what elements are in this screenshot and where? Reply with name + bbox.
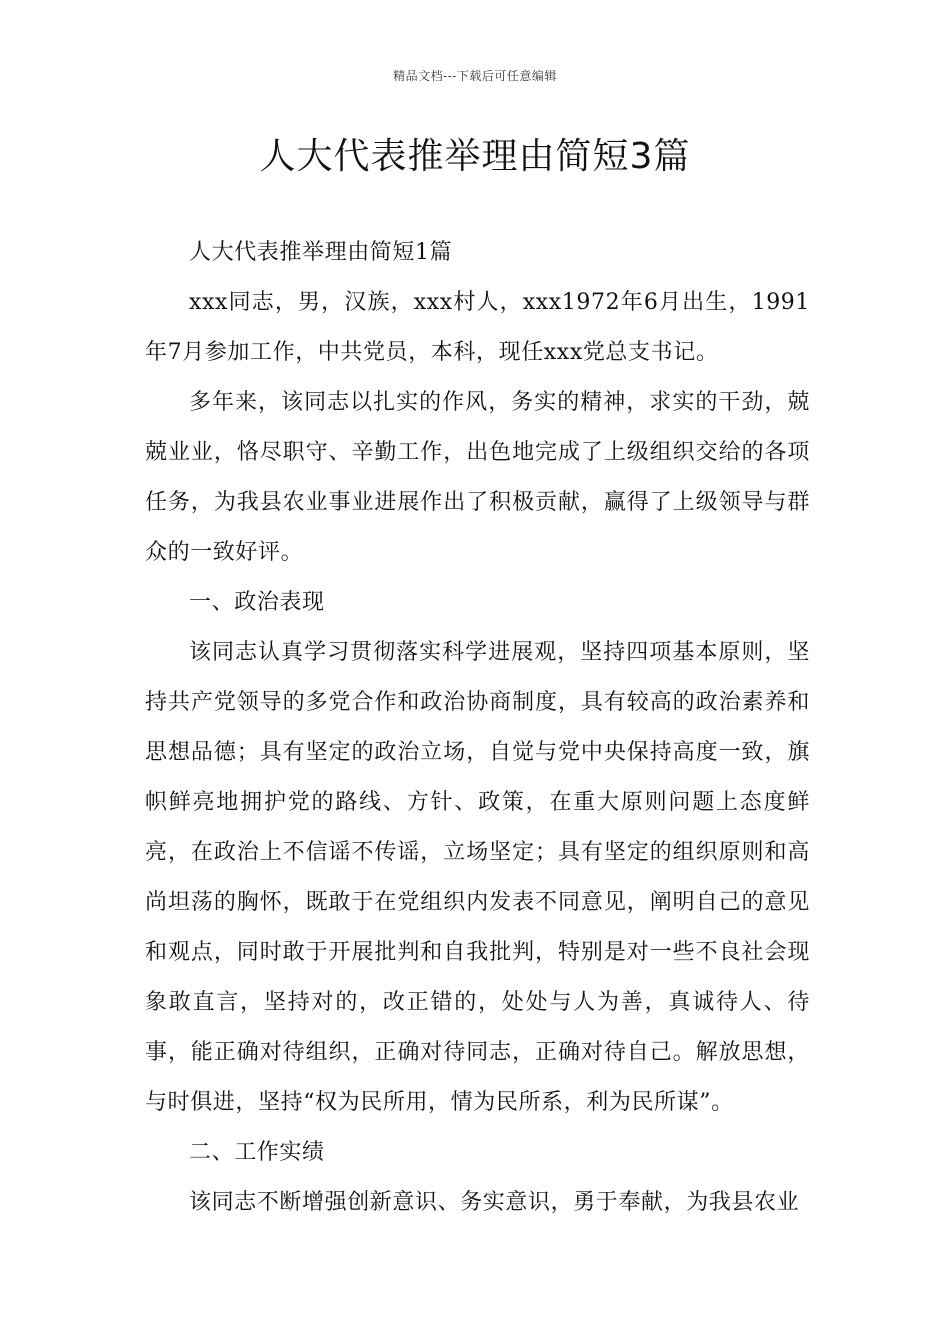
document-title: 人大代表推举理由简短3篇 <box>259 136 691 177</box>
section-heading: 二、工作实绩 <box>189 1140 325 1165</box>
paragraph: xxx同志，男，汉族，xxx村人，xxx1972年6月出生，1991年7月参加工作，中共党员，本科，现任xxx党总支书记。 <box>145 290 810 365</box>
section-heading: 一、政治表现 <box>189 590 325 615</box>
page-header: 精品文档---下载后可任意编辑 <box>393 69 557 83</box>
paragraph: 该同志认真学习贯彻落实科学进展观，坚持四项基本原则，坚持共产党领导的多党合作和政治协商制度，具有较高的政治素养和思想品德；具有坚定的政治立场，自觉与党中央保持高度一致，旗帜鲜亮地拥护党的路线、方针、政策，在重大原则问题上态度鲜亮，在政治上不信谣不传谣，立场坚定；具有坚定的组织原则和高尚坦荡的胸怀，既敢于在党组织内发表不同意见，阐明自己的意见和观点，同时敢于开展批判和自我批判，特别是对一些不良社会现象敢直言，坚持对的，改正错的，处处与人为善，真诚待人、待事，能正确对待组织，正确对待同志，正确对待自己。解放思想，与时俱进，坚持“权为民所用，情为民所系，利为民所谋”。 <box>145 640 810 1115</box>
section-heading: 人大代表推举理由简短1篇 <box>189 240 453 265</box>
document-body <box>145 228 810 1228</box>
paragraph: 该同志不断增强创新意识、务实意识，勇于奉献，为我县农业 <box>189 1190 800 1215</box>
paragraph: 多年来，该同志以扎实的作风，务实的精神，求实的干劲，兢兢业业，恪尽职守、辛勤工作，出色地完成了上级组织交给的各项任务，为我县农业事业进展作出了积极贡献，赢得了上级领导与群众的一致好评。 <box>145 390 810 565</box>
